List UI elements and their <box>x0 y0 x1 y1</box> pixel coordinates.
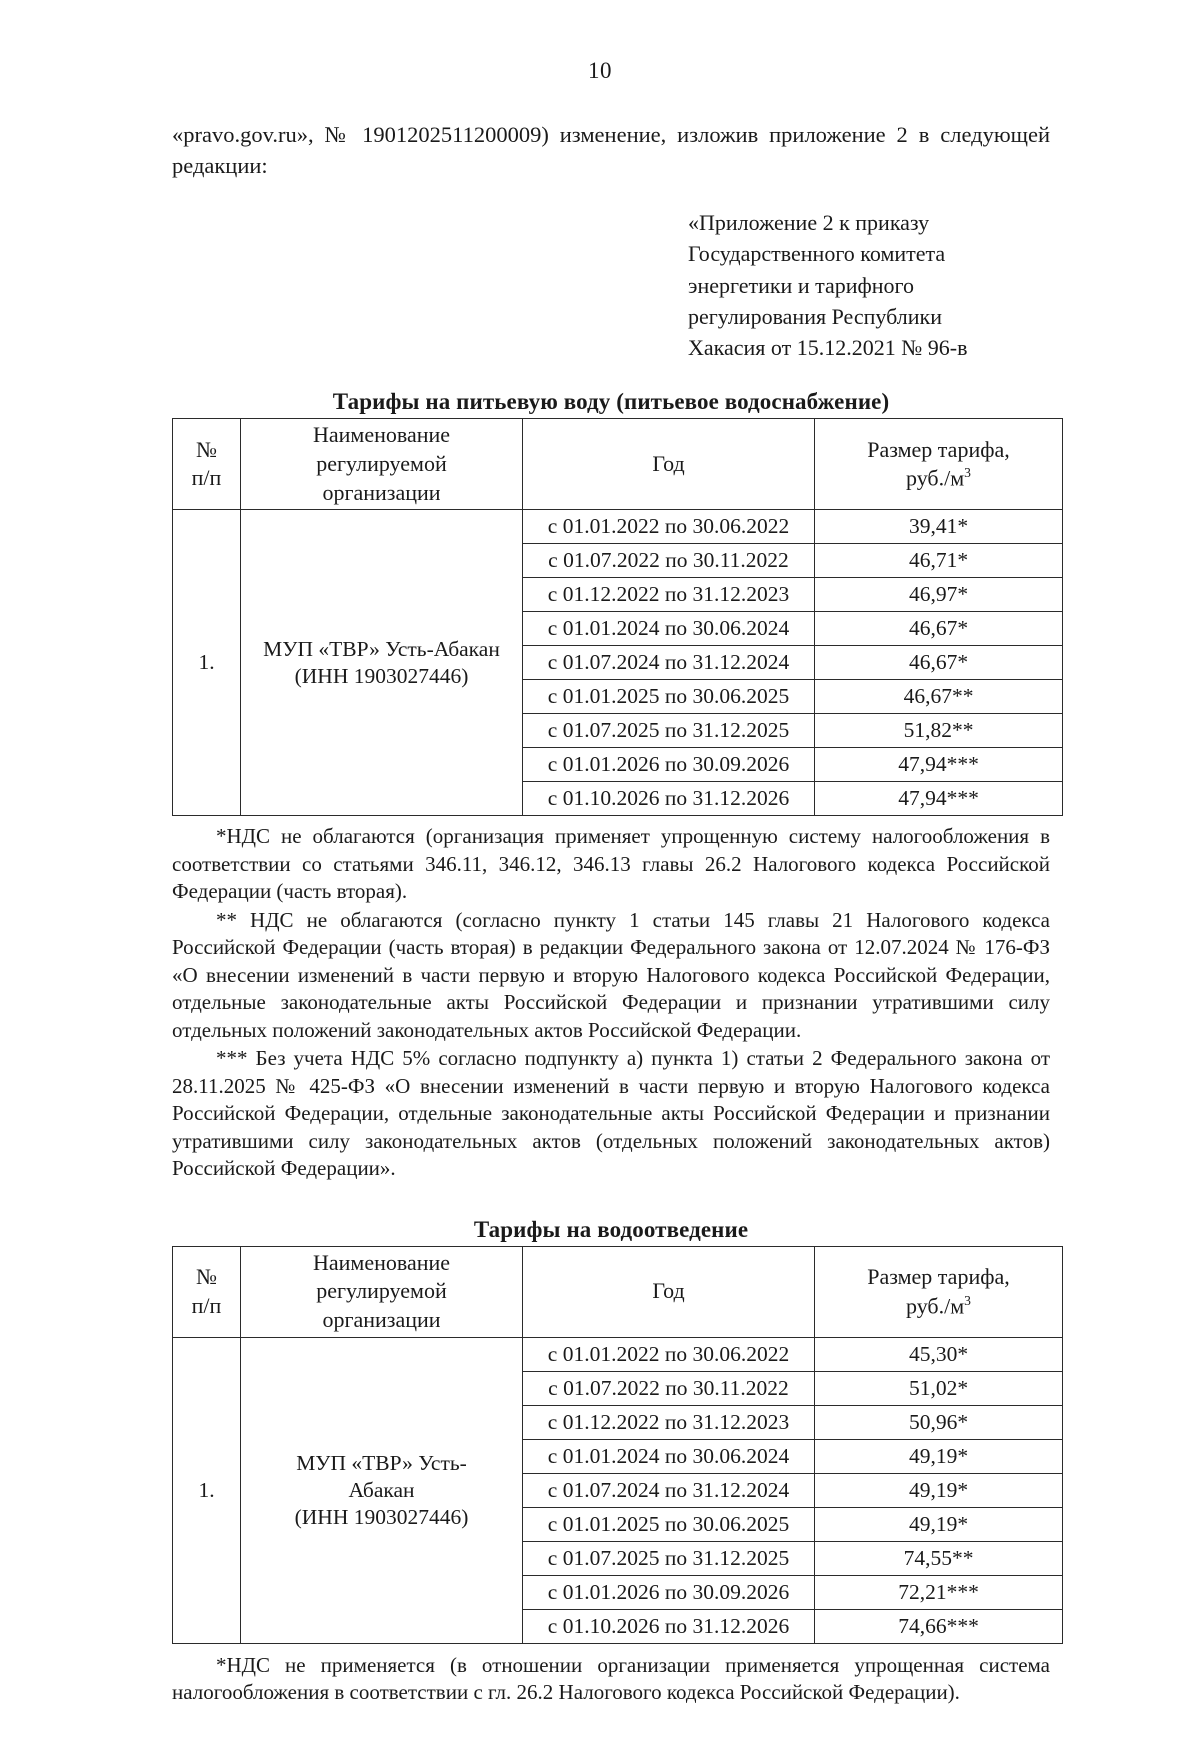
header-number-line2: п/п <box>191 465 222 491</box>
header-rate-line2 <box>819 464 1058 493</box>
header-rate <box>815 419 1063 510</box>
organization-line3: (ИНН 1903027446) <box>294 1504 469 1529</box>
header-number-line1: № <box>196 436 217 462</box>
header-number <box>173 1246 241 1337</box>
rate-cell: 49,19* <box>815 1439 1063 1473</box>
period-cell: с 01.01.2026 по 30.09.2026 <box>523 1575 815 1609</box>
period-cell: с 01.01.2024 по 30.06.2024 <box>523 1439 815 1473</box>
header-organization-line3: организации <box>322 479 441 505</box>
rate-cell: 51,02* <box>815 1371 1063 1405</box>
appendix-line-5: Хакасия от 15.12.2021 № 96-в <box>688 335 968 361</box>
rate-cell: 46,97* <box>815 578 1063 612</box>
intro-paragraph: «pravo.gov.ru», № 1901202511200009) изменение, изложив приложение 2 в следующей редакции: <box>172 122 1050 179</box>
period-cell: с 01.01.2025 по 30.06.2025 <box>523 1507 815 1541</box>
header-rate <box>815 1246 1063 1337</box>
water-table-body <box>173 510 1063 816</box>
appendix-reference <box>688 207 1050 363</box>
header-year: Год <box>523 1246 815 1337</box>
page-number: 10 <box>588 58 612 83</box>
water-table-title: Тарифы на питьевую воду (питьевое водоснабжение) <box>332 389 890 415</box>
table-row <box>173 510 1063 544</box>
rate-cell: 46,67* <box>815 646 1063 680</box>
header-organization-line2: регулируемой <box>316 450 447 476</box>
organization-cell <box>241 1337 523 1643</box>
header-year: Год <box>523 419 815 510</box>
period-cell: с 01.07.2022 по 30.11.2022 <box>523 1371 815 1405</box>
header-organization-line1: Наименование <box>312 1249 451 1275</box>
appendix-line-4: регулирования Республики <box>688 303 942 329</box>
header-rate-exponent: 3 <box>964 465 971 481</box>
header-number-line1: № <box>196 1264 217 1290</box>
rate-cell: 50,96* <box>815 1405 1063 1439</box>
organization-line1: МУП «ТВР» Усть- <box>296 1450 467 1475</box>
period-cell: с 01.10.2026 по 31.12.2026 <box>523 782 815 816</box>
document-body <box>172 119 1050 1707</box>
water-tariff-table <box>172 418 1063 816</box>
rate-cell: 74,55** <box>815 1541 1063 1575</box>
rate-cell: 72,21*** <box>815 1575 1063 1609</box>
document-page <box>0 58 1200 1743</box>
period-cell: с 01.07.2022 по 30.11.2022 <box>523 544 815 578</box>
header-rate-unit: руб./м <box>906 465 965 491</box>
footnote-double-asterisk: ** НДС не облагаются (согласно пункту 1 статьи 145 главы 21 Налогового кодекса Российской Федерации (часть вторая) в редакции Федерального закона от 12.07.2024 № 176-ФЗ «О внесении изменений в части первую и вторую Налогового кодекса Российской Федерации, отдельные законодательные акты Российской Федерации и признании утратившими силу отдельных положений законодательных актов Российской Федерации. <box>172 907 1050 1042</box>
header-rate-line1: Размер тарифа, <box>867 436 1010 462</box>
rate-cell: 74,66*** <box>815 1609 1063 1643</box>
organization-line2: Абакан <box>348 1477 415 1502</box>
row-number: 1. <box>173 1337 241 1643</box>
period-cell: с 01.01.2025 по 30.06.2025 <box>523 680 815 714</box>
organization-line2: (ИНН 1903027446) <box>294 663 469 688</box>
rate-cell: 51,82** <box>815 714 1063 748</box>
period-cell: с 01.12.2022 по 31.12.2023 <box>523 1405 815 1439</box>
appendix-line-1: «Приложение 2 к приказу <box>688 210 930 236</box>
header-rate-line1: Размер тарифа, <box>867 1264 1010 1289</box>
rate-cell: 39,41* <box>815 510 1063 544</box>
rate-cell: 46,67* <box>815 612 1063 646</box>
period-cell: с 01.12.2022 по 31.12.2023 <box>523 578 815 612</box>
row-number: 1. <box>173 510 241 816</box>
rate-cell: 46,67** <box>815 680 1063 714</box>
header-rate-line2 <box>819 1292 1058 1321</box>
rate-cell: 49,19* <box>815 1507 1063 1541</box>
rate-cell: 45,30* <box>815 1337 1063 1371</box>
period-cell: с 01.07.2024 по 31.12.2024 <box>523 1473 815 1507</box>
organization-line1: МУП «ТВР» Усть-Абакан <box>263 636 500 661</box>
header-organization-line1: Наименование <box>312 422 451 448</box>
footnotes <box>172 823 1050 1183</box>
period-cell: с 01.01.2022 по 30.06.2022 <box>523 510 815 544</box>
period-cell: с 01.07.2025 по 31.12.2025 <box>523 1541 815 1575</box>
header-number-line2: п/п <box>191 1292 222 1318</box>
sewage-table-body <box>173 1337 1063 1643</box>
header-organization <box>241 1246 523 1337</box>
header-organization <box>241 419 523 510</box>
rate-cell: 47,94*** <box>815 782 1063 816</box>
organization-cell <box>241 510 523 816</box>
period-cell: с 01.07.2024 по 31.12.2024 <box>523 646 815 680</box>
rate-cell: 46,71* <box>815 544 1063 578</box>
period-cell: с 01.01.2026 по 30.09.2026 <box>523 748 815 782</box>
header-rate-exponent: 3 <box>964 1292 971 1308</box>
footnote-single-asterisk: *НДС не облагаются (организация применяет упрощенную систему налогообложения в соответствии со статьями 346.11, 346.12, 346.13 главы 26.2 Налогового кодекса Российской Федерации (часть вторая). <box>172 824 1050 904</box>
footnote-triple-asterisk: *** Без учета НДС 5% согласно подпункту а) пункта 1) статьи 2 Федерального закона от 28.11.2025 № 425-ФЗ «О внесении изменений в части первую и вторую Налогового кодекса Российской Федерации, отдельные законодательные акты Российской Федерации и признании утратившими силу законодательных актов (отдельных положений законодательных актов) Российской Федерации». <box>172 1046 1050 1181</box>
header-number <box>173 419 241 510</box>
period-cell: с 01.01.2024 по 30.06.2024 <box>523 612 815 646</box>
rate-cell: 47,94*** <box>815 748 1063 782</box>
table-row <box>173 1337 1063 1371</box>
period-cell: с 01.07.2025 по 31.12.2025 <box>523 714 815 748</box>
header-rate-unit: руб./м <box>906 1292 965 1318</box>
table-header-row <box>173 1246 1063 1337</box>
appendix-line-3: энергетики и тарифного <box>688 272 915 298</box>
final-footnote: *НДС не применяется (в отношении организации применяется упрощенная система налогообложения в соответствии с гл. 26.2 Налогового кодекса Российской Федерации). <box>172 1652 1050 1705</box>
period-cell: с 01.01.2022 по 30.06.2022 <box>523 1337 815 1371</box>
period-cell: с 01.10.2026 по 31.12.2026 <box>523 1609 815 1643</box>
rate-cell: 49,19* <box>815 1473 1063 1507</box>
appendix-line-2: Государственного комитета <box>688 241 946 267</box>
table-header-row <box>173 419 1063 510</box>
header-organization-line2: регулируемой <box>316 1278 447 1304</box>
header-organization-line3: организации <box>322 1307 441 1333</box>
sewage-table-title: Тарифы на водоотведение <box>473 1216 749 1242</box>
sewage-tariff-table <box>172 1246 1063 1644</box>
